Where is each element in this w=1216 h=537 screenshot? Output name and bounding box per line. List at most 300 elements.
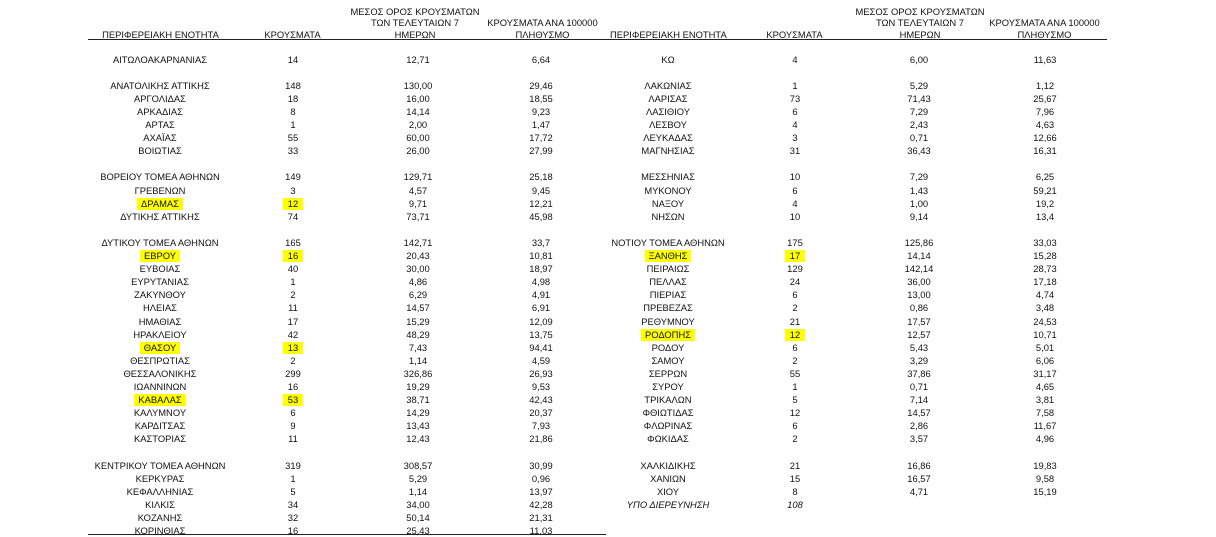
table-row	[0, 433, 1216, 445]
per100k-cell	[965, 329, 1125, 341]
table-row	[0, 512, 1216, 524]
region-name-cell-text: ΔΥΤΙΚΟΥ ΤΟΜΕΑ ΑΘΗΝΩΝ	[101, 236, 219, 248]
region-name-cell-text: ΔΡΑΜΑΣ	[137, 198, 183, 210]
per100k-cell	[965, 499, 1125, 511]
per100k-cell-text: 0,96	[531, 472, 551, 484]
region-name-cell-text: ΧΑΝΙΩΝ	[650, 472, 686, 484]
per100k-cell-text: 17,18	[1033, 276, 1057, 288]
per100k-cell-text: 21,86	[529, 433, 553, 445]
cases-cell-text: 2	[792, 433, 798, 445]
per100k-cell-text: 13,4	[1035, 210, 1055, 222]
region-name-cell-text: ΥΠΟ ΔΙΕΡΕΥΝΗΣΗ	[626, 498, 710, 510]
cases-cell-text: 11	[288, 433, 298, 445]
header-avg7-line1: ΜΕΣΟΣ ΟΡΟΣ ΚΡΟΥΣΜΑΤΩΝ	[350, 5, 480, 17]
avg7-cell-text: 125,86	[904, 236, 934, 248]
per100k-cell-text: 9,53	[531, 381, 551, 392]
per100k-cell-text: 1,47	[531, 119, 551, 130]
per100k-cell-text: 4,65	[1035, 381, 1055, 392]
cases-cell-text: 165	[285, 236, 301, 248]
header-region-left	[88, 0, 233, 40]
per100k-cell-text: 20,37	[529, 407, 553, 419]
avg7-cell-text: 5,29	[408, 472, 428, 484]
per100k-cell-text: 19,2	[1035, 197, 1055, 209]
cases-cell-text: 8	[792, 485, 798, 497]
header-avg7-right	[850, 0, 990, 40]
per100k-cell-text: 18,55	[529, 92, 553, 104]
avg7-cell-text: 73,71	[406, 210, 430, 222]
per100k-cell	[965, 185, 1125, 197]
table-row	[0, 499, 1216, 511]
avg7-cell-text: 7,14	[909, 394, 929, 406]
cases-cell-text: 3	[792, 132, 798, 144]
per100k-cell-text: 6,64	[531, 53, 551, 65]
cases-cell-text: 4	[792, 197, 798, 209]
avg7-cell-text: 71,43	[907, 92, 931, 104]
avg7-cell-text: 142,14	[904, 263, 934, 275]
header-avg7-line2: ΤΩΝ ΤΕΛΕΥΤΑΙΩΝ 7	[370, 17, 459, 28]
per100k-cell-text: 29,46	[529, 79, 553, 91]
cases-cell-text: 12	[785, 329, 805, 341]
avg7-cell-text: 9,14	[909, 210, 929, 222]
region-name-cell-text: ΠΡΕΒΕΖΑΣ	[643, 302, 693, 314]
header-cases-right	[757, 0, 832, 40]
per100k-cell-text: 4,63	[1035, 119, 1055, 130]
per100k-cell-text: 10,71	[1033, 328, 1057, 340]
header-avg7-line3: ΗΜΕΡΩΝ	[394, 28, 436, 40]
avg7-cell-text: 0,71	[909, 132, 929, 144]
avg7-cell-text: 130,00	[403, 79, 433, 91]
avg7-cell-text: 14,29	[406, 407, 430, 419]
avg7-cell-text: 5,43	[909, 341, 929, 353]
avg7-cell-text: 2,43	[909, 119, 929, 130]
avg7-cell-text: 7,43	[408, 341, 428, 353]
region-name-cell-text: ΠΕΛΛΑΣ	[649, 276, 687, 288]
avg7-cell-text: 60,00	[406, 132, 430, 144]
region-name-cell-text: ΒΟΡΕΙΟΥ ΤΟΜΕΑ ΑΘΗΝΩΝ	[100, 171, 220, 183]
header-region-text: ΠΕΡΙΦΕΡΕΙΑΚΗ ΕΝΟΤΗΤΑ	[610, 28, 727, 40]
per100k-cell-text: 7,93	[531, 420, 551, 432]
table-row	[0, 185, 1216, 197]
region-name-cell-text: ΚΑΣΤΟΡΙΑΣ	[133, 433, 187, 445]
cases-cell-text: 24	[789, 276, 801, 288]
avg7-cell-text: 326,86	[403, 367, 433, 379]
per100k-cell	[965, 145, 1125, 157]
table-row	[0, 420, 1216, 432]
region-name-cell-text: ΡΟΔΟΠΗΣ	[641, 329, 695, 341]
cases-cell-text: 2	[290, 289, 296, 301]
cases-cell-text: 74	[287, 210, 299, 222]
per100k-cell-text: 4,59	[531, 354, 551, 366]
cases-cell-text: 1	[792, 79, 798, 91]
table-row	[0, 211, 1216, 223]
cases-cell-text: 16	[283, 250, 303, 262]
region-name-cell-text: ΛΑΡΙΣΑΣ	[648, 92, 688, 104]
avg7-cell-text: 1,43	[909, 184, 929, 196]
cases-cell-text: 1	[290, 276, 296, 288]
cases-cell-text: 32	[287, 512, 299, 523]
per100k-cell-text: 94,41	[529, 341, 553, 353]
cases-cell-text: 17	[287, 315, 299, 327]
region-name-cell-text: ΚΑΛΥΜΝΟΥ	[133, 407, 187, 419]
cases-cell-text: 148	[285, 79, 301, 91]
avg7-cell-text: 4,57	[408, 184, 428, 196]
region-name-cell-text: ΕΒΡΟΥ	[140, 250, 180, 262]
region-name-cell-text: ΠΕΙΡΑΙΩΣ	[646, 263, 690, 275]
avg7-cell-text: 17,57	[907, 315, 931, 327]
header-avg7-line2: ΤΩΝ ΤΕΛΕΥΤΑΙΩΝ 7	[875, 17, 964, 28]
avg7-cell-text: 9,71	[408, 197, 428, 209]
region-name-cell-text: ΕΥΡΥΤΑΝΙΑΣ	[131, 276, 189, 288]
header-avg7-line1: ΜΕΣΟΣ ΟΡΟΣ ΚΡΟΥΣΜΑΤΩΝ	[855, 5, 985, 17]
per100k-cell	[965, 355, 1125, 367]
region-name-cell-text: ΗΛΕΙΑΣ	[143, 302, 177, 314]
table-row	[0, 198, 1216, 210]
avg7-cell-text: 5,29	[909, 79, 929, 91]
avg7-cell-text: 13,00	[907, 289, 931, 301]
cases-cell-text: 5	[290, 485, 296, 497]
table-row	[0, 106, 1216, 118]
cases-cell-text: 6	[792, 184, 798, 196]
region-name-cell-text: ΚΑΒΑΛΑΣ	[134, 394, 185, 406]
per100k-cell-text: 6,25	[1035, 171, 1055, 183]
cases-cell-text: 1	[290, 472, 296, 484]
region-name-cell-text: ΚΩ	[661, 53, 675, 65]
cases-cell-text: 16	[287, 381, 299, 392]
region-name-cell-text: ΙΩΑΝΝΙΝΩΝ	[133, 381, 187, 392]
cases-cell-text: 16	[287, 525, 299, 537]
header-region-text: ΠΕΡΙΦΕΡΕΙΑΚΗ ΕΝΟΤΗΤΑ	[102, 28, 219, 40]
cases-cell-text: 42	[287, 328, 299, 340]
table-row	[0, 316, 1216, 328]
avg7-cell-text: 26,00	[406, 145, 430, 157]
cases-cell-text: 12	[283, 198, 303, 210]
avg7-cell-text: 12,57	[907, 328, 931, 340]
table-row	[0, 355, 1216, 367]
avg7-cell-text: 0,86	[909, 302, 929, 314]
region-name-cell-text: ΣΑΜΟΥ	[651, 354, 685, 366]
per100k-cell	[965, 394, 1125, 406]
per100k-cell	[965, 132, 1125, 144]
per100k-cell-text: 6,91	[531, 302, 551, 314]
avg7-cell-text: 0,71	[909, 381, 929, 392]
avg7-cell-text: 20,43	[406, 250, 430, 261]
table-row	[0, 342, 1216, 354]
table-row	[0, 54, 1216, 66]
avg7-cell-text: 14,57	[406, 302, 430, 314]
per100k-cell	[965, 80, 1125, 92]
cases-cell-text: 319	[285, 459, 301, 471]
table-row	[0, 407, 1216, 419]
region-name-cell-text: ΠΙΕΡΙΑΣ	[649, 289, 687, 301]
avg7-cell-text: 129,71	[403, 171, 433, 183]
per100k-cell-text: 45,98	[529, 210, 553, 222]
header-per100k-line1: ΚΡΟΥΣΜΑΤΑ ΑΝΑ 100000	[989, 17, 1100, 28]
region-name-cell-text: ΚΕΝΤΡΙΚΟΥ ΤΟΜΕΑ ΑΘΗΝΩΝ	[94, 459, 226, 471]
region-name-cell-text: ΝΗΣΩΝ	[651, 210, 685, 222]
per100k-cell-text: 33,03	[1033, 236, 1057, 248]
cases-cell-text: 40	[287, 263, 299, 275]
region-name-cell-text: ΚΟΖΑΝΗΣ	[137, 512, 183, 523]
per100k-cell	[965, 289, 1125, 301]
cases-cell-text: 2	[792, 302, 798, 314]
avg7-cell-text: 16,86	[907, 459, 931, 471]
per100k-cell-text: 24,53	[1033, 315, 1057, 327]
region-name-cell-text: ΛΑΣΙΘΙΟΥ	[645, 105, 691, 117]
region-name-cell-text: ΑΡΚΑΔΙΑΣ	[137, 105, 183, 117]
table-row	[0, 394, 1216, 406]
region-name-cell-text: ΝΟΤΙΟΥ ΤΟΜΕΑ ΑΘΗΝΩΝ	[611, 236, 725, 248]
table-row	[0, 525, 1216, 537]
avg7-cell-text: 142,71	[403, 236, 433, 248]
per100k-cell-text: 12,21	[529, 197, 553, 209]
table-row	[0, 276, 1216, 288]
region-name-cell-text: ΘΕΣΠΡΩΤΙΑΣ	[130, 354, 190, 366]
per100k-cell-text: 26,93	[529, 367, 553, 379]
region-name-cell-text: ΣΥΡΟΥ	[652, 381, 684, 392]
cases-cell-text: 6	[792, 420, 798, 432]
avg7-cell-text: 308,57	[403, 459, 433, 471]
region-name-cell-text: ΜΥΚΟΝΟΥ	[644, 184, 692, 196]
avg7-cell-text: 6,00	[909, 53, 929, 65]
per100k-cell-text: 4,91	[531, 289, 551, 301]
per100k-cell	[461, 525, 621, 537]
cases-cell-text: 1	[290, 119, 296, 130]
per100k-cell-text: 3,48	[1035, 302, 1055, 314]
per100k-cell	[965, 420, 1125, 432]
per100k-cell	[965, 198, 1125, 210]
header-cases-text: ΚΡΟΥΣΜΑΤΑ	[766, 28, 823, 40]
per100k-cell-text: 9,45	[531, 184, 551, 196]
per100k-cell-text: 15,28	[1033, 250, 1057, 261]
per100k-cell	[965, 473, 1125, 485]
cases-cell-text: 2	[792, 354, 798, 366]
table-row	[0, 460, 1216, 472]
region-name-cell-text: ΓΡΕΒΕΝΩΝ	[134, 184, 186, 196]
per100k-cell	[965, 171, 1125, 183]
region-name-cell-text: ΦΩΚΙΔΑΣ	[647, 433, 689, 445]
avg7-cell-text: 14,57	[907, 407, 931, 419]
cases-cell-text: 55	[789, 367, 801, 379]
cases-cell-text: 108	[787, 498, 803, 510]
avg7-cell-text: 16,00	[406, 92, 430, 104]
per100k-cell	[965, 407, 1125, 419]
table-row	[0, 145, 1216, 157]
per100k-cell	[965, 93, 1125, 105]
per100k-cell-text: 25,18	[529, 171, 553, 183]
per100k-cell	[965, 263, 1125, 275]
avg7-cell-text: 14,14	[406, 105, 430, 117]
avg7-cell-text: 15,29	[406, 315, 430, 327]
region-name-cell-text: ΑΙΤΩΛΟΑΚΑΡΝΑΝΙΑΣ	[112, 53, 208, 65]
table-row	[0, 289, 1216, 301]
per100k-cell-text: 19,83	[1033, 459, 1057, 471]
region-name-cell-text: ΒΟΙΩΤΙΑΣ	[138, 145, 182, 157]
avg7-cell-text: 36,00	[907, 276, 931, 288]
per100k-cell-text: 11,67	[1033, 420, 1057, 432]
region-name-cell-text: ΚΕΦΑΛΛΗΝΙΑΣ	[126, 485, 194, 497]
cases-cell-text: 4	[792, 119, 798, 130]
avg7-cell-text: 19,29	[406, 381, 430, 392]
per100k-cell-text: 18,97	[529, 263, 553, 275]
cases-cell-text: 9	[290, 420, 296, 432]
per100k-cell	[965, 433, 1125, 445]
per100k-cell-text: 4,96	[1035, 433, 1055, 445]
avg7-cell-text: 7,29	[909, 171, 929, 183]
per100k-cell-text: 11,03	[529, 525, 553, 537]
per100k-cell-text: 7,96	[1035, 105, 1055, 117]
cases-cell-text: 6	[290, 407, 296, 419]
header-cases-left	[255, 0, 330, 40]
per100k-cell-text: 13,75	[529, 328, 553, 340]
region-name-cell-text: ΡΕΘΥΜΝΟΥ	[641, 315, 695, 327]
cases-cell-text: 10	[789, 210, 801, 222]
per100k-cell-text: 42,28	[529, 498, 553, 510]
per100k-cell-text: 27,99	[529, 145, 553, 157]
per100k-cell-text: 30,99	[529, 459, 553, 471]
header-avg7-line3: ΗΜΕΡΩΝ	[899, 28, 941, 40]
region-name-cell-text: ΛΕΥΚΑΔΑΣ	[643, 132, 693, 144]
per100k-cell-text: 11,63	[1033, 53, 1057, 65]
table-row	[0, 237, 1216, 249]
per100k-cell-text: 42,43	[529, 394, 553, 406]
region-name-cell-text: ΕΥΒΟΙΑΣ	[139, 263, 181, 275]
per100k-cell-text: 12,66	[1033, 132, 1057, 144]
table-row	[0, 381, 1216, 393]
table-row	[0, 171, 1216, 183]
cases-cell-text: 1	[792, 381, 798, 392]
region-name-cell-text: ΡΟΔΟΥ	[651, 341, 685, 353]
cases-cell-text: 175	[787, 236, 803, 248]
table-row	[0, 132, 1216, 144]
avg7-cell-text: 16,57	[907, 472, 931, 484]
cases-cell-text: 8	[290, 105, 296, 117]
cases-cell-text: 18	[287, 92, 299, 104]
per100k-cell-text: 9,23	[531, 105, 551, 117]
region-name-cell-text: ΜΕΣΣΗΝΙΑΣ	[641, 171, 695, 183]
cases-cell-text: 53	[283, 394, 303, 406]
cases-cell-text: 299	[285, 367, 301, 379]
header-per100k-line1: ΚΡΟΥΣΜΑΤΑ ΑΝΑ 100000	[487, 17, 598, 28]
header-avg7-left	[345, 0, 485, 40]
region-name-cell-text: ΧΙΟΥ	[656, 485, 680, 497]
per100k-cell	[965, 119, 1125, 131]
avg7-cell-text: 2,86	[909, 420, 929, 432]
avg7-cell-text: 30,00	[406, 263, 430, 275]
table-row	[0, 329, 1216, 341]
region-name-cell-text: ΚΙΛΚΙΣ	[145, 498, 175, 510]
cases-cell-text: 17	[785, 250, 805, 262]
avg7-cell-text: 4,71	[909, 485, 929, 497]
per100k-cell-text: 7,58	[1035, 407, 1055, 419]
per100k-cell	[965, 460, 1125, 472]
per100k-cell-text: 13,97	[529, 485, 553, 497]
avg7-cell-text: 48,29	[406, 328, 430, 340]
per100k-cell	[965, 237, 1125, 249]
region-name-cell-text: ΗΜΑΘΙΑΣ	[138, 315, 182, 327]
per100k-cell	[965, 316, 1125, 328]
per100k-cell-text: 31,17	[1033, 367, 1057, 379]
cases-cell-text: 33	[287, 145, 299, 157]
avg7-cell-text: 36,43	[907, 145, 931, 157]
region-name-cell-text: ΧΑΛΚΙΔΙΚΗΣ	[640, 459, 696, 471]
cases-cell-text: 12	[789, 407, 801, 419]
header-per100k-right	[982, 0, 1107, 40]
cases-cell-text: 21	[789, 459, 801, 471]
per100k-cell-text: 21,31	[529, 512, 553, 523]
region-name-cell-text: ΑΧΑΪΑΣ	[143, 132, 177, 144]
avg7-cell-text: 50,14	[406, 512, 430, 523]
cases-cell-text: 34	[287, 498, 299, 510]
table-row	[0, 263, 1216, 275]
region-name-cell-text: ΞΑΝΘΗΣ	[645, 250, 692, 262]
avg7-cell-text: 14,14	[907, 250, 931, 261]
avg7-cell-text: 12,43	[406, 433, 430, 445]
region-name-cell-text: ΦΛΩΡΙΝΑΣ	[643, 420, 693, 432]
table-row	[0, 119, 1216, 131]
per100k-cell-text: 16,31	[1033, 145, 1057, 157]
per100k-cell-text: 5,01	[1035, 341, 1055, 353]
region-name-cell-text: ΑΝΑΤΟΛΙΚΗΣ ΑΤΤΙΚΗΣ	[110, 79, 210, 91]
avg7-cell-text: 4,86	[408, 276, 428, 288]
avg7-cell-text: 1,14	[408, 485, 428, 497]
region-name-cell-text: ΘΑΣΟΥ	[140, 342, 180, 354]
per100k-cell	[965, 486, 1125, 498]
per100k-cell-text: 12,09	[529, 315, 553, 327]
per100k-cell	[461, 512, 621, 524]
cases-cell-text: 31	[789, 145, 801, 157]
per100k-cell	[965, 54, 1125, 66]
per100k-cell-text: 25,67	[1033, 92, 1057, 104]
per100k-cell-text: 28,73	[1033, 263, 1057, 275]
cases-cell-text: 5	[792, 394, 798, 406]
table-row	[0, 486, 1216, 498]
cases-cell-text: 73	[789, 92, 801, 104]
table-row	[0, 302, 1216, 314]
per100k-cell	[965, 381, 1125, 393]
region-name-cell-text: ΦΘΙΩΤΙΔΑΣ	[642, 407, 694, 419]
region-name-cell-text: ΣΕΡΡΩΝ	[648, 367, 688, 379]
region-name-cell-text: ΔΥΤΙΚΗΣ ΑΤΤΙΚΗΣ	[120, 210, 200, 222]
per100k-cell-text: 9,58	[1035, 472, 1055, 484]
cases-cell-text: 55	[287, 132, 299, 144]
avg7-cell-text: 25,43	[406, 525, 430, 537]
cases-cell-text: 10	[789, 171, 801, 183]
per100k-cell	[965, 368, 1125, 380]
table-row	[0, 250, 1216, 262]
header-per100k-line2: ΠΛΗΘΥΣΜΟ	[515, 28, 570, 40]
per100k-cell	[965, 211, 1125, 223]
region-name-cell-text: ΤΡΙΚΑΛΩΝ	[644, 394, 692, 406]
cases-cell-text: 4	[792, 53, 798, 65]
per100k-cell-text: 10,81	[529, 250, 553, 261]
header-per100k-line2: ΠΛΗΘΥΣΜΟ	[1017, 28, 1072, 40]
avg7-cell-text: 6,29	[408, 289, 428, 301]
cases-cell-text: 13	[283, 342, 303, 354]
cases-cell-text: 2	[290, 354, 296, 366]
region-name-cell-text: ΘΕΣΣΑΛΟΝΙΚΗΣ	[123, 367, 197, 379]
cases-cell-text: 149	[285, 171, 301, 183]
per100k-cell-text: 33,7	[531, 236, 551, 248]
region-name-cell-text: ΑΡΤΑΣ	[145, 119, 175, 130]
region-name-cell-text: ΖΑΚΥΝΘΟΥ	[134, 289, 186, 301]
per100k-cell-text: 59,21	[1033, 184, 1057, 196]
avg7-cell-text: 3,29	[909, 354, 929, 366]
avg7-cell-text: 37,86	[907, 367, 931, 379]
cases-cell-text: 6	[792, 341, 798, 353]
per100k-cell-text: 6,06	[1035, 354, 1055, 366]
cases-cell-text: 14	[287, 53, 299, 65]
avg7-cell-text: 38,71	[406, 394, 430, 406]
